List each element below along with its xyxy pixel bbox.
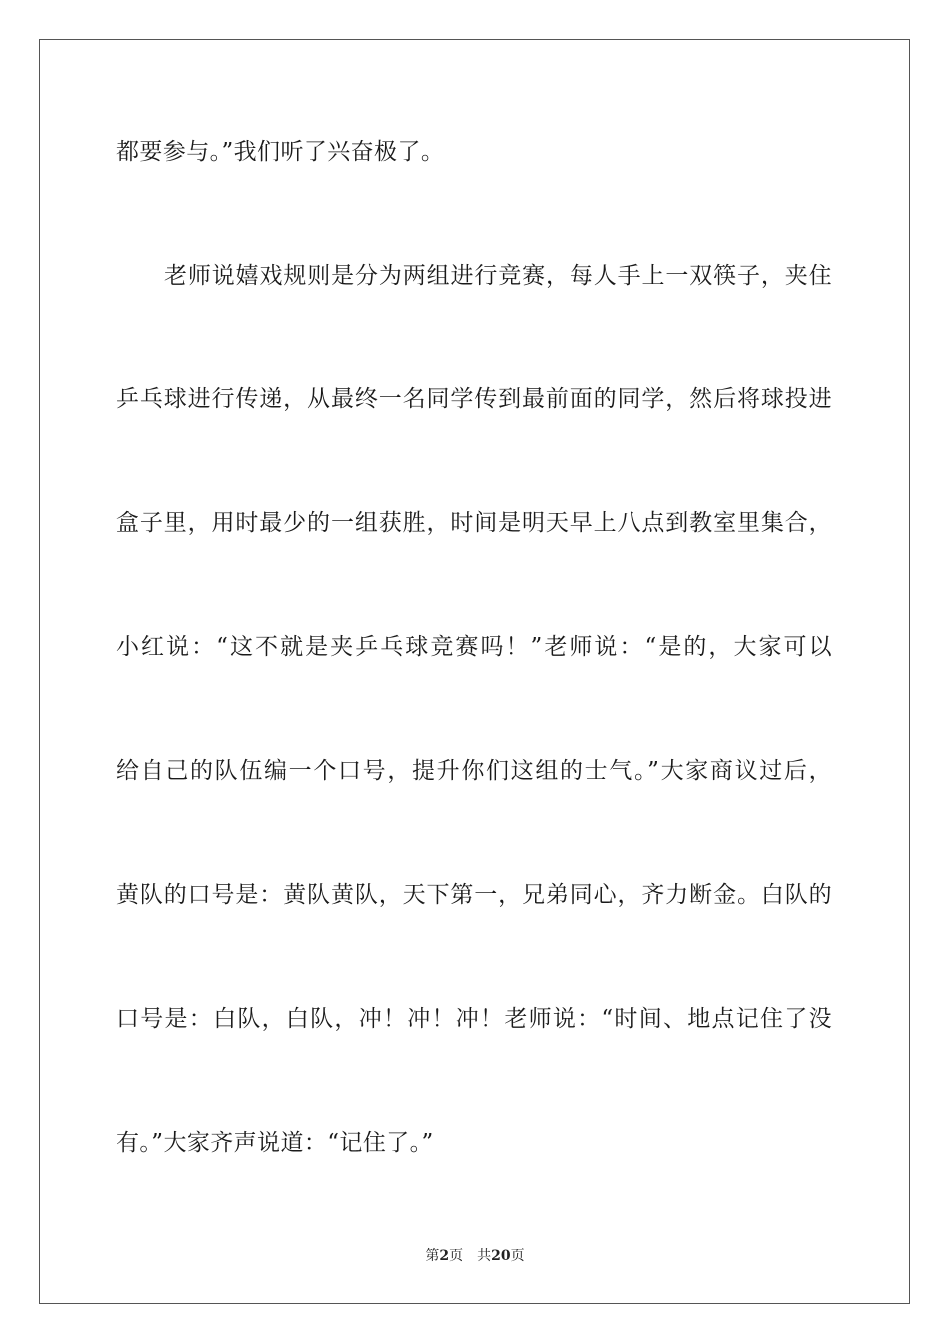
footer-mid: 页 共	[449, 1248, 492, 1264]
page-number-footer	[0, 1247, 950, 1265]
page-border	[39, 39, 910, 1304]
current-page-number: 2	[439, 1248, 450, 1264]
text-line-7: 黄队的口号是：黄队黄队，天下第一，兄弟同心，齐力断金。白队的	[116, 882, 832, 908]
text-line-2: 老师说嬉戏规则是分为两组进行竞赛，每人手上一双筷子，夹住	[164, 263, 832, 289]
footer-suffix: 页	[510, 1248, 525, 1264]
text-line-1: 都要参与。”我们听了兴奋极了。	[116, 139, 445, 165]
text-line-8: 口号是：白队，白队，冲！冲！冲！老师说：“时间、地点记住了没	[116, 1006, 832, 1032]
total-page-count: 20	[491, 1248, 511, 1264]
text-line-5: 小红说：“这不就是夹乒乓球竞赛吗！”老师说：“是的，大家可以	[116, 634, 832, 660]
text-line-4: 盒子里，用时最少的一组获胜，时间是明天早上八点到教室里集合，	[116, 510, 832, 536]
text-line-6: 给自己的队伍编一个口号，提升你们这组的士气。”大家商议过后，	[116, 758, 832, 784]
footer-prefix: 第	[425, 1248, 440, 1264]
text-line-9: 有。”大家齐声说道：“记住了。”	[116, 1130, 434, 1156]
text-line-3: 乒乓球进行传递，从最终一名同学传到最前面的同学，然后将球投进	[116, 386, 832, 412]
